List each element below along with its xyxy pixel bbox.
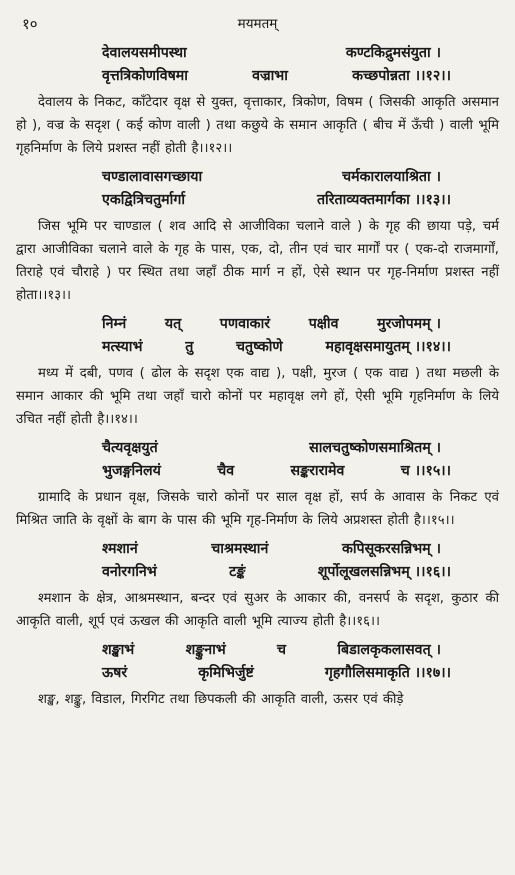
verse-13	[16, 166, 499, 212]
verse-word: बिडालकृकलासवत् ।	[337, 642, 441, 658]
verse-word: चण्डालावासगच्छाया	[102, 169, 203, 185]
commentary-12: देवालय के निकट, काँटेदार वृक्ष से युक्त, वृत्ताकार, त्रिकोण, विषम ( जिसकी आकृति असमान हो ), वज्र के सदृश ( कई कोण वाली ) तथा कछुये के समान आकृति ( बीच में ऊँची ) वाली भूमि गृहनिर्माण के लिये प्रशस्त नहीं होती है।।१२।।	[16, 95, 499, 156]
verse-word: वज्राभा	[252, 68, 288, 84]
verse-line	[16, 538, 499, 561]
verse-word: वनोरगनिभं	[102, 564, 157, 580]
verse-line	[16, 65, 499, 88]
verse-word: च	[277, 642, 287, 658]
verse-word: तु	[185, 339, 194, 355]
verse-word: च ।।१५।।	[400, 463, 451, 479]
running-title: मयमतम्	[237, 16, 278, 32]
verse-word: कण्टकिद्रुमसंयुता ।	[345, 45, 441, 61]
verse-word: निम्नं	[102, 316, 127, 332]
commentary-13: जिस भूमि पर चाण्डाल ( शव आदि से आजीविका चलाने वाले ) के गृह की छाया पड़े, चर्म द्वारा आजीविका चलाने वाले के गृह के पास, एक, दो, तीन एवं चार मार्गों पर ( एक-दो राजमार्गों, तिराहे एवं चौराहे ) पर स्थित तथा जहाँ ठीक मार्ग न हों, ऐसे स्थान पर गृह-निर्माण प्रशस्त नहीं होता।।१३।।	[16, 219, 499, 303]
verse-word: श्मशानं	[102, 541, 138, 557]
verse-line	[16, 460, 499, 483]
verse-word: एकद्वित्रिचतुर्मार्गा	[102, 192, 185, 208]
verse-line	[16, 166, 499, 189]
verse-word: देवालयसमीपस्था	[102, 45, 187, 61]
page-number: १०	[22, 15, 38, 33]
verse-word: शूर्पोलूखलसन्निभम् ।।१६।।	[317, 564, 451, 580]
verse-line	[16, 662, 499, 685]
verse-word: कृमिभिर्जुष्टं	[198, 665, 254, 681]
verse-word: सालचतुष्कोणसमाश्रितम् ।	[309, 440, 441, 456]
verse-16	[16, 538, 499, 584]
verse-word: मत्स्याभं	[102, 339, 143, 355]
verse-word: पणवाकारं	[219, 316, 271, 332]
verse-word: टङ्कं	[229, 564, 246, 580]
commentary-16: श्मशान के क्षेत्र, आश्रमस्थान, बन्दर एवं सुअर के आकार की, वनसर्प के सदृश, कुठार की आकृति वाली, शूर्प एवं ऊखल की आकृति वाली भूमि त्याज्य होती है।।१६।।	[16, 591, 499, 629]
verse-word: पक्षीव	[308, 316, 339, 332]
commentary-14: मध्य में दबी, पणव ( ढोल के सदृश एक वाद्य ), पक्षी, मुरज ( एक वाद्य ) तथा मछली के समान आकार की भूमि तथा जहाँ चारो कोनों पर महावृक्ष लगे हों, ऐसी भूमि गृहनिर्माण के लिये उचित नहीं होती है।।१४।।	[16, 366, 499, 427]
verse-word: महावृक्षसमायुतम् ।।१४।।	[325, 339, 451, 355]
verse-line	[16, 313, 499, 336]
verse-word: गृहगौलिसमाकृति ।।१७।।	[324, 665, 451, 681]
verse-word: भुजङ्गनिलयं	[102, 463, 161, 479]
commentary-17: शङ्ख, शङ्कु, विडाल, गिरगिट तथा छिपकली की आकृति वाली, ऊसर एवं कीड़े	[38, 692, 404, 707]
verse-word: वृत्तत्रिकोणविषमा	[102, 68, 188, 84]
verse-word: सङ्करारामेव	[290, 463, 345, 479]
verse-word: कपिसूकरसन्निभम् ।	[341, 541, 441, 557]
page-header	[16, 12, 499, 36]
verse-line	[16, 336, 499, 359]
verse-17	[16, 639, 499, 685]
verse-15	[16, 437, 499, 483]
verse-word: चैत्यवृक्षयुतं	[102, 440, 158, 456]
verse-12	[16, 42, 499, 88]
verse-word: ऊषरं	[102, 665, 128, 681]
verse-word: चाश्रमस्थानं	[211, 541, 269, 557]
verse-word: तरिताव्यक्तमार्गका ।।१३।।	[316, 192, 451, 208]
verse-line	[16, 437, 499, 460]
verse-line	[16, 639, 499, 662]
verse-line	[16, 189, 499, 212]
verse-word: कच्छपोन्नता ।।१२।।	[352, 68, 451, 84]
verse-word: शङ्कुनाभं	[185, 642, 226, 658]
verse-word: यत्	[164, 316, 182, 332]
verse-word: चर्मकारालयाश्रिता ।	[342, 169, 441, 185]
verse-line	[16, 561, 499, 584]
verse-word: चतुष्कोणे	[236, 339, 283, 355]
verse-word: मुरजोपमम् ।	[377, 316, 441, 332]
verse-line	[16, 42, 499, 65]
verse-word: शङ्खाभं	[102, 642, 135, 658]
commentary-15: ग्रामादि के प्रधान वृक्ष, जिसके चारो कोनों पर साल वृक्ष हों, सर्प के आवास के निकट एवं मिश्रित जाति के वृक्षों के बाग के पास की भूमि गृह-निर्माण के लिये अप्रशस्त होती है।।१५।।	[16, 490, 499, 528]
verse-14	[16, 313, 499, 359]
verse-word: चैव	[217, 463, 235, 479]
